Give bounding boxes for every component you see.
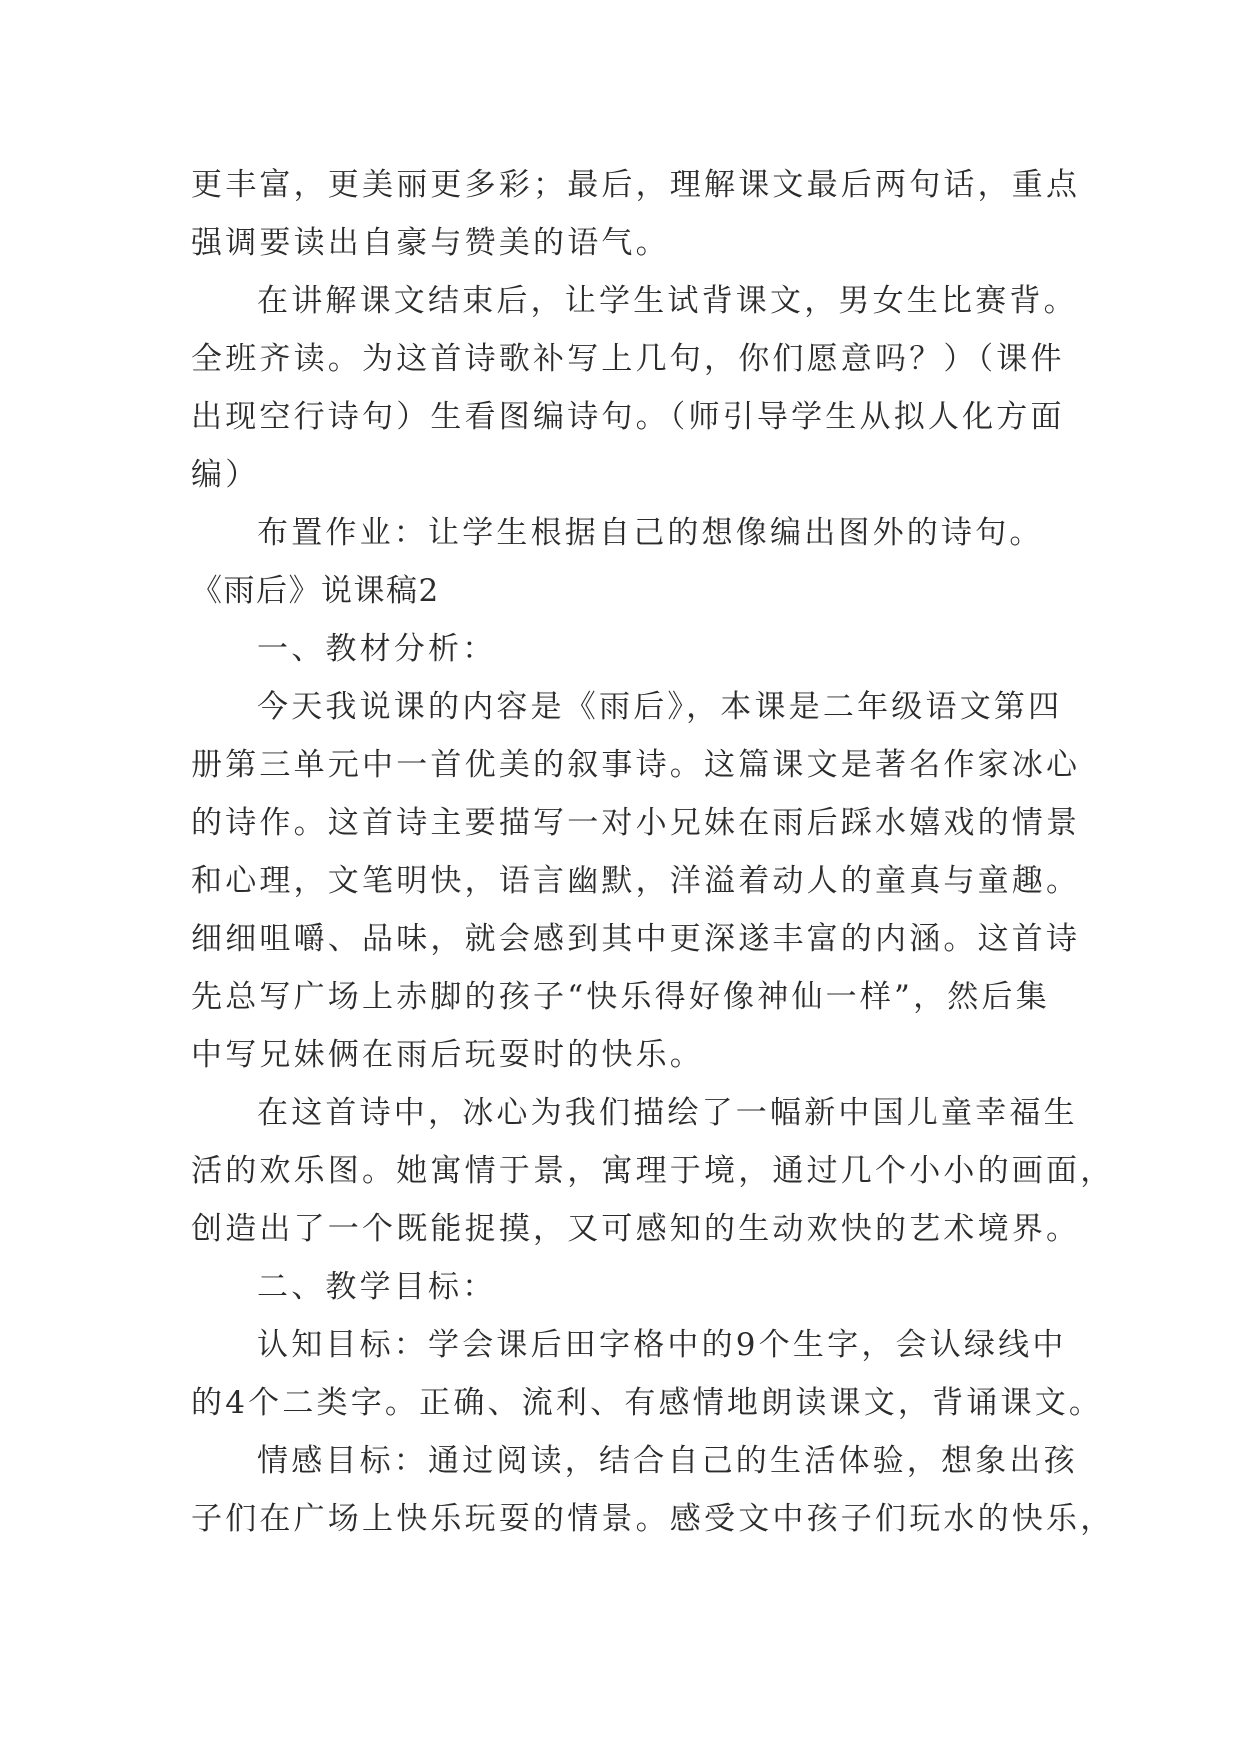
text-line: 细细咀嚼、品味，就会感到其中更深遂丰富的内涵。这首诗 (191, 921, 1081, 957)
text-line: 更丰富，更美丽更多彩；最后，理解课文最后两句话，重点 (191, 167, 1081, 203)
section-heading: 二、教学目标： (257, 1269, 497, 1305)
text-line: 子们在广场上快乐玩耍的情景。感受文中孩子们玩水的快乐， (191, 1501, 1115, 1537)
section-heading: 一、教材分析： (257, 631, 497, 667)
paragraph-start: 认知目标：学会课后田字格中的9个生字，会认绿线中 (257, 1327, 1067, 1363)
text-line: 的诗作。这首诗主要描写一对小兄妹在雨后踩水嬉戏的情景 (191, 805, 1081, 841)
text-line: 先总写广场上赤脚的孩子“快乐得好像神仙一样”，然后集 (191, 979, 1050, 1015)
section-title: 《雨后》说课稿2 (191, 573, 440, 609)
text-line: 全班齐读。为这首诗歌补写上几句，你们愿意吗？）（课件 (191, 341, 1065, 377)
paragraph-start: 在这首诗中，冰心为我们描绘了一幅新中国儿童幸福生 (257, 1095, 1078, 1131)
text-line: 活的欢乐图。她寓情于景，寓理于境，通过几个小小的画面， (191, 1153, 1115, 1189)
text-line: 中写兄妹俩在雨后玩耍时的快乐。 (191, 1037, 704, 1073)
text-line: 强调要读出自豪与赞美的语气。 (191, 225, 670, 261)
paragraph-start: 今天我说课的内容是《雨后》，本课是二年级语文第四 (257, 689, 1063, 725)
text-line: 和心理，文笔明快，语言幽默，洋溢着动人的童真与童趣。 (191, 863, 1081, 899)
paragraph-start: 在讲解课文结束后，让学生试背课文，男女生比赛背。 (257, 283, 1078, 319)
text-line: 册第三单元中一首优美的叙事诗。这篇课文是著名作家冰心 (191, 747, 1081, 783)
text-line: 的4个二类字。正确、流利、有感情地朗读课文，背诵课文。 (191, 1385, 1104, 1421)
text-line: 出现空行诗句）生看图编诗句。（师引导学生从拟人化方面 (191, 399, 1065, 435)
paragraph-start: 情感目标：通过阅读，结合自己的生活体验，想象出孩 (257, 1443, 1078, 1479)
paragraph-start: 布置作业：让学生根据自己的想像编出图外的诗句。 (257, 515, 1044, 551)
text-line: 创造出了一个既能捉摸，又可感知的生动欢快的艺术境界。 (191, 1211, 1081, 1247)
text-line: 编） (191, 457, 260, 493)
